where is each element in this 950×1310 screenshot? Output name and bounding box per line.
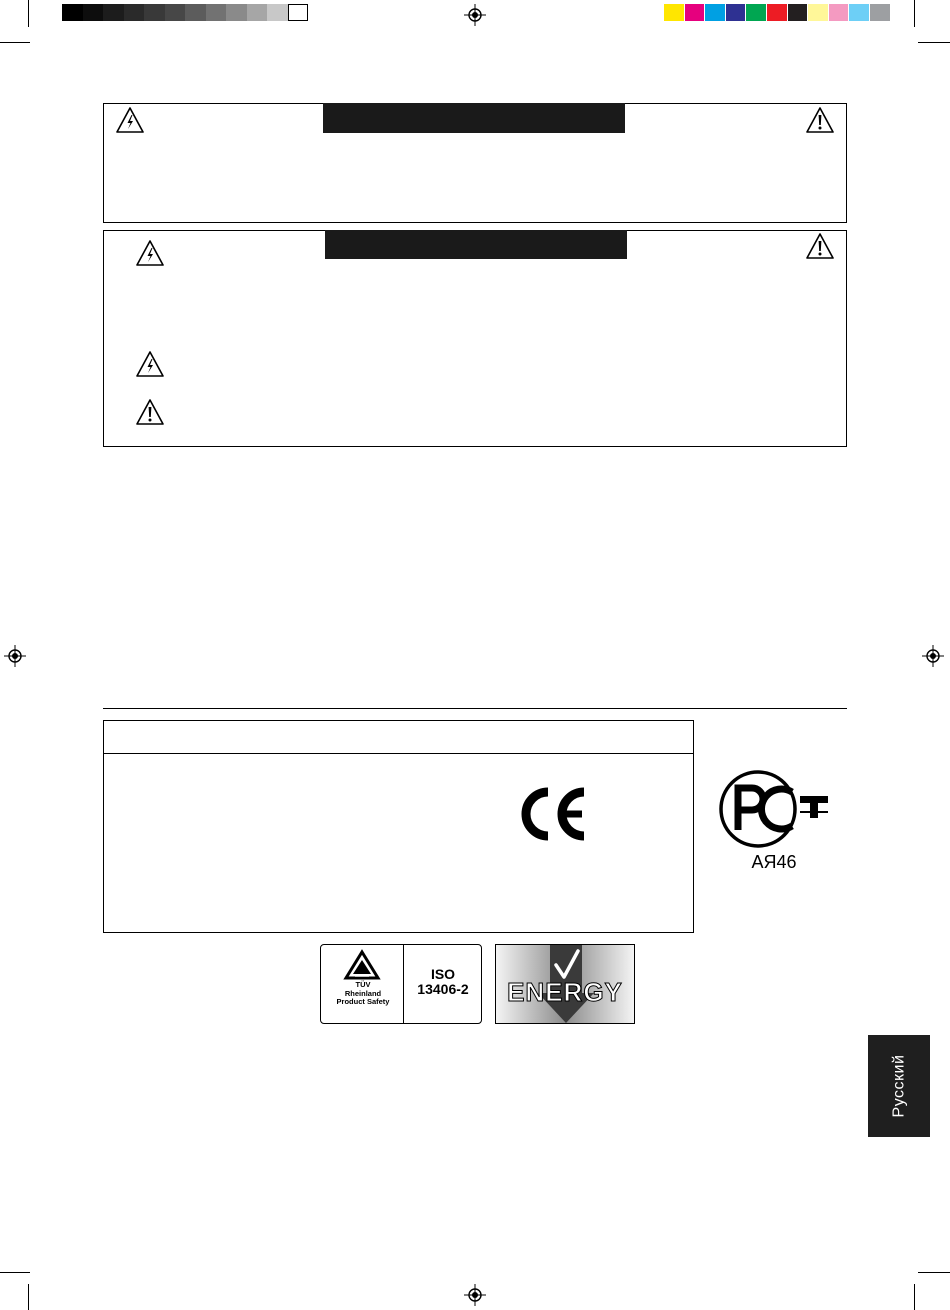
- registration-target-icon: [464, 4, 486, 26]
- caution-title-bar: [325, 230, 627, 259]
- gray-swatch: [144, 4, 165, 21]
- exclamation-warning-icon: [805, 232, 835, 260]
- exclamation-warning-icon: [135, 398, 165, 426]
- color-swatch: [808, 4, 828, 21]
- exclamation-warning-icon: [805, 106, 835, 134]
- lightning-warning-icon: [135, 239, 165, 267]
- iso-label: ISO 13406-2: [417, 966, 469, 997]
- registration-target-icon: [4, 645, 26, 667]
- ce-mark-icon: [516, 785, 588, 843]
- warning-title-bar: [323, 103, 625, 133]
- section-divider: [103, 708, 847, 709]
- color-swatch: [829, 4, 849, 21]
- color-swatch: [870, 4, 890, 21]
- registration-target-icon: [464, 1284, 486, 1306]
- color-swatch: [705, 4, 725, 21]
- gray-swatch: [165, 4, 186, 21]
- lightning-warning-icon: [115, 106, 145, 134]
- declaration-header-divider: [103, 753, 694, 754]
- tuv-label: TÜV Rheinland Product Safety: [336, 980, 390, 1006]
- gray-swatch: [226, 4, 247, 21]
- warning-box-caution: [103, 230, 847, 447]
- energy-badge: [495, 944, 635, 1024]
- gray-swatch: [247, 4, 268, 21]
- gray-swatch: [288, 4, 309, 21]
- gray-swatch: [185, 4, 206, 21]
- color-swatch: [664, 4, 684, 21]
- declaration-box: [103, 720, 694, 933]
- color-swatch: [746, 4, 766, 21]
- color-swatch: [788, 4, 808, 21]
- color-swatch: [767, 4, 787, 21]
- gost-pct-mark-icon: [716, 768, 832, 850]
- registration-target-icon: [922, 645, 944, 667]
- tuv-triangle-icon: [343, 949, 381, 981]
- gost-certificate-code: АЯ46: [751, 852, 797, 872]
- gray-swatch: [103, 4, 124, 21]
- energy-label: ENERGY: [507, 977, 623, 1007]
- badge-divider: [403, 945, 404, 1023]
- color-swatch: [849, 4, 869, 21]
- gray-swatch: [62, 4, 83, 21]
- gray-swatch: [206, 4, 227, 21]
- tuv-iso-badge: [320, 944, 482, 1024]
- gray-swatch: [124, 4, 145, 21]
- gray-swatch: [83, 4, 104, 21]
- gray-swatch: [267, 4, 288, 21]
- color-swatch: [685, 4, 705, 21]
- color-swatch: [726, 4, 746, 21]
- language-tab[interactable]: [868, 1035, 930, 1137]
- lightning-warning-icon: [135, 350, 165, 378]
- language-tab-label: Русский: [890, 1054, 907, 1118]
